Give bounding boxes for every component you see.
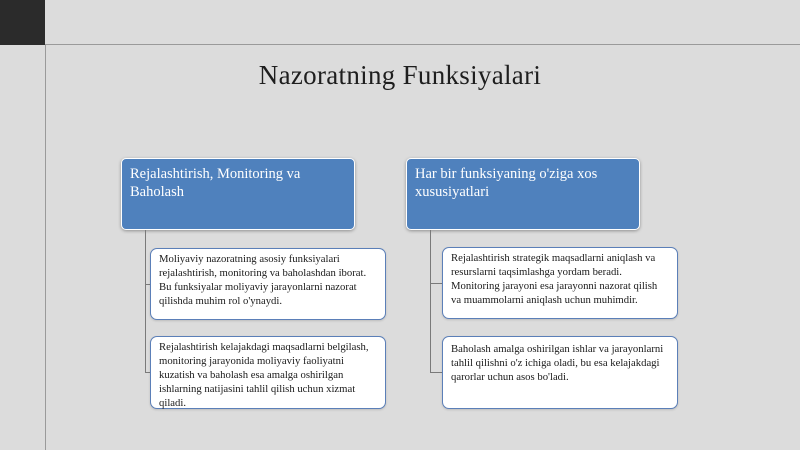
connector-left — [145, 230, 146, 372]
item-box-left-2: Rejalashtirish kelajakdagi maqsadlarni belgilash, monitoring jarayonida moliyaviy faoliyatni kuzatish va baholash esa amalga oshirilgan ishlarning natijasini tahlil qilish uchun xizmat qiladi. — [150, 336, 386, 409]
connector-right — [430, 230, 431, 372]
item-box-left-1: Moliyaviy nazoratning asosiy funksiyalari rejalashtirish, monitoring va baholashdan iborat. Bu funksiyalar moliyaviy jarayonlarni nazorat qilishda muhim rol o'ynaydi. — [150, 248, 386, 320]
left-divider — [45, 45, 46, 450]
item-box-right-2: Baholash amalga oshirilgan ishlar va jarayonlarni tahlil qilishni o'z ichiga oladi, bu esa kelajakdagi qarorlar uchun asos bo'ladi. — [442, 336, 678, 409]
corner-block — [0, 0, 45, 45]
column-header-left: Rejalashtirish, Monitoring va Baholash — [121, 158, 355, 230]
connector-right-branch-1 — [430, 283, 442, 284]
connector-right-branch-2 — [430, 372, 442, 373]
item-box-right-1: Rejalashtirish strategik maqsadlarni aniqlash va resurslarni taqsimlashga yordam beradi. Monitoring jarayoni esa jarayonni nazorat qilish va muammolarni aniqlash uchun muhimdir. — [442, 247, 678, 319]
slide-title: Nazoratning Funksiyalari — [258, 60, 542, 90]
top-divider — [45, 44, 800, 45]
column-header-right: Har bir funksiyaning o'ziga xos xususiyatlari — [406, 158, 640, 230]
